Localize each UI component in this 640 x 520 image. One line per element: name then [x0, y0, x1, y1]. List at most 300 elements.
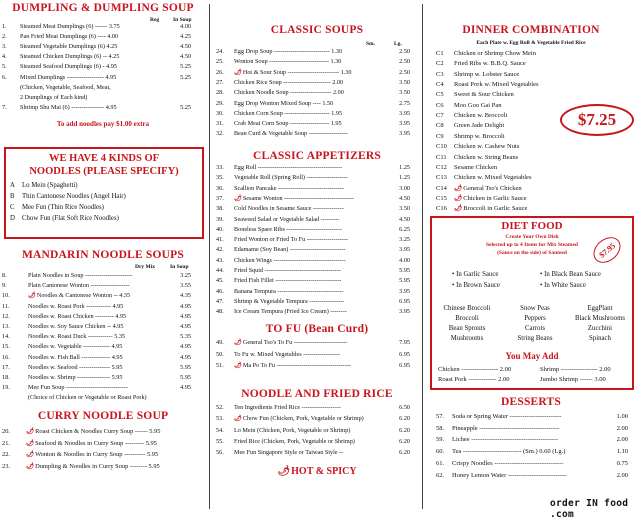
dinner-price: $7.25 [577, 110, 617, 129]
menu-row [426, 164, 636, 172]
item-text: Sweet & Sour Chicken [454, 91, 514, 99]
item-name [454, 195, 527, 203]
item-text: (Choice of Chicken or Vegetable or Roast Pork) [28, 394, 147, 402]
item-name [28, 394, 147, 402]
menu-row [0, 323, 206, 331]
diet-veg-item: Snow Peas [520, 305, 550, 312]
item-text: Green Jade Delight [454, 122, 505, 130]
item-text: Egg Drop Wonton Mixed Soup ---- 1.50 [234, 99, 334, 107]
item-price: 3.95 [399, 287, 410, 295]
item-price: 2.00 [616, 424, 628, 432]
menu-row [0, 84, 206, 92]
menu-row [426, 154, 636, 162]
classic-soups-title: CLASSIC SOUPS [270, 24, 364, 36]
item-text: Vegetable Roll (Spring Roll) -------------------- [234, 174, 348, 182]
chili-pepper-icon: 🌶︎ [26, 439, 35, 447]
menu-row [426, 460, 636, 468]
item-number: 13. [2, 323, 10, 330]
item-text: Egg Drop Soup --------------------------- 1.30 [234, 48, 343, 55]
item-text: 2 Dumplings of Each kind) [20, 93, 88, 101]
item-price: 5.95 [399, 267, 410, 274]
item-price: 4.50 [180, 43, 191, 51]
diet-veg-item: Zucchini [587, 325, 613, 332]
menu-row [426, 436, 636, 444]
item-price: 5.95 [399, 277, 410, 285]
item-text: Chicken Rice Soup ----------------------- 2.00 [234, 78, 344, 86]
item-price: 6.20 [399, 426, 410, 434]
item-name [454, 185, 522, 193]
item-number: 3. [2, 43, 7, 51]
desserts-title: DESSERTS [500, 396, 561, 408]
menu-row [0, 282, 206, 290]
item-number: 27. [216, 78, 224, 86]
item-name [454, 174, 531, 182]
item-number: 46. [216, 287, 224, 295]
item-number: C2 [436, 60, 444, 68]
item-name [20, 104, 117, 112]
item-price: 1.25 [399, 164, 410, 171]
item-number: 47. [216, 297, 224, 305]
item-price: 0.75 [616, 459, 628, 467]
menu-row [0, 63, 206, 71]
item-number: 17. [2, 363, 10, 371]
tofu-title: TO FU (Bean Curd) [265, 323, 369, 335]
menu-row [426, 60, 636, 68]
item-name [28, 282, 130, 290]
chili-pepper-icon: 🌶︎ [234, 194, 242, 202]
menu-row [214, 205, 420, 213]
item-price: 4.35 [180, 292, 191, 300]
item-name [234, 288, 343, 296]
dinner-price-badge [560, 104, 634, 136]
item-number: 51. [216, 362, 224, 369]
item-price: 3.25 [180, 272, 191, 279]
menu-row [426, 174, 636, 182]
menu-row [426, 91, 636, 99]
mandarin-title: MANDARIN NOODLE SOUPS [21, 249, 185, 261]
item-name [20, 84, 111, 92]
item-name [234, 236, 348, 244]
item-text: Noodles w. Soy Sauce Chicken -- 4.95 [28, 323, 124, 330]
item-text: Cold Noodles in Sesame Sauce --------------- [234, 205, 344, 213]
item-name [28, 303, 123, 311]
menu-row [0, 333, 206, 341]
item-name [28, 343, 122, 351]
item-price: 3.50 [399, 89, 410, 97]
item-number: 30. [216, 109, 224, 117]
menu-row [214, 257, 420, 265]
item-number: C15 [436, 194, 447, 202]
item-name [454, 205, 527, 213]
item-number: 15. [2, 343, 10, 351]
menu-row [426, 472, 636, 480]
menu-row [426, 71, 636, 79]
item-number: C10 [436, 143, 447, 151]
item-text: Steamed Seafood Dumplings (6) - 4.95 [20, 63, 117, 71]
item-price: 6.95 [399, 297, 410, 305]
item-number: 39. [216, 215, 224, 223]
item-number: 10. [2, 292, 10, 300]
item-price: 2.75 [399, 99, 410, 107]
menu-row [214, 298, 420, 306]
menu-row [0, 463, 206, 471]
item-text: Noodles w. Shrimp ---------------- 5.95 [28, 374, 123, 381]
menu-row [0, 74, 206, 82]
item-name [454, 154, 518, 162]
item-number: 23. [2, 462, 10, 470]
item-name [454, 112, 507, 120]
menu-row [0, 451, 206, 459]
menu-row [214, 164, 420, 172]
item-number: 57. [436, 413, 445, 420]
item-text: Fried Rice (Chicken, Pork, Vegetable or Shrimp) [234, 437, 355, 445]
item-number: 61. [436, 459, 445, 467]
item-name [26, 451, 158, 459]
menu-row [214, 246, 420, 254]
item-number: 38. [216, 205, 224, 213]
item-name [234, 69, 351, 77]
item-text: Chicken w. Mixed Vegetables [454, 174, 532, 182]
item-name [234, 267, 341, 275]
menu-row [214, 339, 420, 347]
item-name [28, 292, 130, 300]
item-text: General Tso's Chicken [463, 184, 522, 192]
item-name [234, 79, 343, 87]
menu-row [0, 23, 206, 31]
item-price: 3.95 [399, 120, 410, 128]
chili-pepper-icon: 🌶︎ [234, 68, 242, 76]
menu-row [214, 415, 420, 423]
item-price: 3.95 [399, 130, 410, 138]
item-text: Bean Curd & Vegetable Soup ------------------- [234, 130, 348, 138]
item-price: 6.95 [399, 350, 410, 358]
item-price: 4.50 [180, 53, 191, 61]
item-name [234, 277, 341, 285]
item-text: Chicken in Garlic Sauce [463, 194, 527, 202]
item-price: 5.25 [180, 63, 191, 71]
item-number: 62. [436, 471, 445, 479]
item-number: 6. [2, 73, 7, 81]
item-number: 41. [216, 236, 224, 244]
item-text: Ma Po To Fu ------------------------------------ [242, 362, 351, 369]
diet-sub3: (Sauce on the side) of Sauteed [497, 250, 567, 256]
diet-sub1: Create Your Own Dish [505, 234, 559, 240]
menu-row [214, 89, 420, 97]
chili-pepper-icon: 🌶︎ [26, 451, 35, 458]
item-text: Wonton & Noodles in Curry Soup ---------- 5.95 [35, 451, 159, 458]
item-name [234, 216, 339, 224]
item-price: 6.95 [399, 362, 410, 369]
item-text: Pan Fried Meat Dumplings (6) ---- 4.00 [20, 33, 119, 41]
item-number: 40. [216, 225, 224, 233]
item-name [20, 74, 116, 82]
item-text: Sesame Chicken [454, 163, 498, 171]
item-price: 4.95 [180, 312, 191, 320]
menu-row [214, 351, 420, 359]
diet-veg-item: Carrots [524, 325, 545, 332]
item-number: 49. [216, 339, 224, 346]
item-name [234, 205, 344, 213]
item-number: 37. [216, 194, 224, 202]
item-name [234, 58, 341, 66]
diet-title: DIET FOOD [501, 220, 563, 232]
dinner-subtitle: Each Plate w. Egg Roll & Vegetable Fried Rice [476, 40, 586, 46]
item-name [454, 71, 519, 79]
menu-row [0, 292, 206, 300]
item-text: Chicken Noodle Soup -------------------- 2.00 [234, 89, 344, 97]
noodle-kind-name: Chow Fun (Flat Soft Rice Noodles) [22, 215, 119, 222]
diet-veg-item: EggPlant [587, 305, 613, 312]
divider-2 [422, 4, 423, 509]
menu-row [0, 104, 206, 112]
dumpling-title: DUMPLING & DUMPLING SOUP [12, 2, 194, 14]
you-may-add-title: You May Add [505, 351, 559, 361]
item-number: C6 [436, 101, 444, 109]
item-number: C8 [436, 122, 444, 130]
item-text: Ice Cream Tempura (Fried Ice Cream) -------- [234, 308, 347, 316]
item-name [26, 463, 160, 471]
item-price: 4.95 [180, 384, 191, 392]
menu-row [214, 288, 420, 296]
item-text: Broccoli in Garlic Sauce [463, 205, 528, 213]
hot-spicy-label: HOT & SPICY [291, 466, 357, 477]
item-text: Mee Fun Soup ------------------------------ [28, 384, 128, 392]
item-name [234, 449, 343, 457]
item-name [234, 415, 364, 423]
item-price: 1.10 [616, 448, 628, 456]
item-name [234, 89, 344, 97]
item-text: Crab Meat Corn Soup ------------------- 1.95 [234, 120, 342, 128]
menu-row [214, 48, 420, 56]
item-text: Plain Cantonese Wonton ------------------- [28, 282, 130, 290]
item-number: 18. [2, 374, 10, 381]
item-name [234, 351, 340, 359]
item-number: 50. [216, 350, 224, 358]
menu-row [0, 394, 206, 402]
diet-add-item: Roast Pork ------------- 2.00 [438, 376, 510, 383]
item-name [234, 226, 342, 234]
item-name [234, 298, 344, 306]
item-name [452, 425, 559, 433]
item-number: 52. [216, 404, 224, 411]
menu-row [0, 313, 206, 321]
item-price: 3.50 [399, 205, 410, 213]
item-name [234, 130, 348, 138]
item-price: 4.00 [180, 23, 191, 30]
dumpling-hdr-reg: Reg [150, 17, 160, 23]
item-number: C7 [436, 112, 444, 120]
item-price: 4.95 [180, 343, 191, 351]
hot-spicy-legend [214, 466, 420, 477]
item-number: 55. [216, 437, 224, 445]
item-number: 11. [2, 302, 10, 310]
menu-row [214, 236, 420, 244]
diet-veg-item: Black Mushrooms [574, 315, 626, 322]
item-name [234, 438, 355, 446]
diet-sauce-option: • In Garlic Sauce [452, 271, 499, 278]
item-number: C11 [436, 153, 447, 161]
item-text: Moo Goo Gai Pan [454, 101, 502, 109]
menu-row [214, 58, 420, 66]
diet-price: $7.95 [597, 240, 617, 260]
item-text: Lo Mein (Chicken, Pork, Vegetable or Shrimp) [234, 426, 351, 434]
item-number: 42. [216, 246, 224, 254]
menu-row [214, 308, 420, 316]
menu-row [0, 343, 206, 351]
chili-pepper-icon: 🌶︎ [28, 292, 36, 300]
noodle-kinds-title-2: NOODLES (PLEASE SPECIFY) [29, 166, 179, 177]
soups-hdr-sm: Sm. [366, 41, 376, 47]
item-text: Chicken Corn Soup ---------------------- 1.95 [234, 109, 343, 117]
item-name [454, 102, 501, 110]
item-text: To Fu w. Mixed Vegetables ------------------ [234, 350, 341, 358]
item-name [234, 404, 341, 412]
item-text: Wonton Soup ----------------------------- 1.30 [234, 58, 342, 66]
item-number: 36. [216, 184, 224, 192]
item-name [28, 313, 126, 321]
item-text: Chicken w. String Beans [454, 153, 519, 161]
dumpling-hdr-soup: In Soup [173, 17, 192, 23]
item-text: Shrimp w. Broccoli [454, 132, 505, 140]
item-text: Honey Lemon Water --------------------------- [452, 471, 567, 479]
item-price: 3.95 [399, 246, 410, 254]
menu-row [426, 185, 636, 193]
noodle-kind-letter: A [10, 182, 15, 189]
diet-sauce-option: • In White Sauce [540, 282, 586, 289]
item-text: Roast Chicken & Noodles Curry Soup ------ 5.95 [35, 428, 161, 435]
menu-row [214, 185, 420, 193]
item-price: 7.95 [399, 339, 410, 346]
item-name [20, 94, 87, 102]
item-name [454, 60, 526, 68]
item-text: Banana Tempura -------------------------------- [234, 287, 344, 295]
item-name [28, 272, 132, 280]
menu-row [214, 362, 420, 370]
item-name [234, 246, 345, 254]
item-text: Mixed Dumplings ------------------ 4.95 [20, 73, 117, 81]
item-text: (Chicken, Vegetable, Seafood, Meat, [20, 83, 111, 91]
menu-row [214, 216, 420, 224]
column-left [0, 0, 206, 513]
item-number: 56. [216, 449, 224, 457]
menu-row [214, 404, 420, 412]
item-name [234, 195, 354, 203]
item-name [452, 460, 564, 468]
item-name [234, 174, 348, 182]
item-price: 6.25 [399, 225, 410, 233]
item-number: 19. [2, 384, 10, 392]
menu-row [214, 120, 420, 128]
item-text: Chicken Wings ----------------------------------- [234, 256, 346, 264]
item-text: Chow Fun (Chicken, Pork, Vegetable or Shrimp) [242, 415, 364, 423]
item-number: 35. [216, 174, 224, 182]
item-text: Steamed Chicken Dumplings (6) -- 4.25 [20, 53, 120, 61]
item-number: C12 [436, 163, 447, 171]
diet-veg-item: String Beans [517, 335, 553, 342]
item-name [234, 120, 342, 128]
noodle-kinds-box [4, 147, 204, 239]
item-number: 16. [2, 353, 10, 361]
item-text: Egg Roll ----------------------------------------- [234, 164, 343, 171]
item-price: 2.50 [399, 58, 410, 66]
item-text: Chicken w. Broccoli [454, 112, 508, 120]
diet-veg-item: Spinach [589, 335, 611, 342]
menu-row [214, 267, 420, 275]
item-number: C9 [436, 132, 444, 140]
item-text: Edamame (Soy Bean) --------------------------- [234, 246, 346, 254]
item-number: 53. [216, 415, 224, 423]
item-name [454, 133, 505, 141]
item-price: 4.25 [180, 33, 191, 41]
item-text: Pineapple ------------------------------------- [452, 424, 560, 432]
item-text: Roast Pork w. Mixed Vegetables [454, 81, 539, 89]
item-price: 5.25 [180, 103, 191, 111]
menu-row [0, 364, 206, 372]
column-middle [214, 0, 420, 513]
menu-row [214, 174, 420, 182]
menu-row [214, 79, 420, 87]
menu-row [0, 53, 206, 61]
item-text: Noodles w. Roast Duck ------------ 5.35 [28, 333, 126, 341]
item-text: Fried Squid ------------------------------------- [234, 267, 341, 274]
item-price: 3.95 [399, 308, 410, 316]
mandarin-hdr-dry: Dry Mix [135, 264, 156, 270]
item-text: Fried Ribs w. B.B.Q. Sauce [454, 60, 526, 68]
item-price: 2.00 [616, 436, 628, 444]
diet-sub2: Selected up to 4 Items for Mix Steamed [485, 242, 578, 248]
item-text: Boneless Spare Ribs --------------------------- [234, 225, 343, 233]
item-text: Seafood & Noodles in Curry Soup --------- 5.95 [35, 439, 157, 447]
item-name [454, 164, 497, 172]
noodle-kind-letter: D [10, 215, 15, 222]
divider-1 [209, 4, 210, 509]
item-price: 4.00 [399, 256, 410, 264]
item-text: Noodles w. Seafood --------------- 5.95 [28, 363, 123, 371]
item-number: 24. [216, 48, 224, 55]
item-text: Crispy Noodles -------------------------------- [452, 459, 564, 467]
chili-pepper-icon: 🌶︎ [454, 205, 463, 213]
chili-pepper-icon: 🌶︎ [234, 362, 242, 369]
noodle-kind-letter: C [10, 204, 15, 211]
diet-add-item: Chicken ----------------- 2.00 [438, 366, 512, 373]
diet-add-item: Shrimp ----------------- 2.00 [540, 366, 611, 373]
item-text: Noodles w. Vegetable ------------- 4.95 [28, 343, 123, 351]
chili-pepper-icon: 🌶︎ [26, 428, 35, 435]
item-price: 3.00 [399, 184, 410, 192]
item-name [452, 436, 558, 444]
item-number: 1. [2, 23, 7, 30]
item-number: 32. [216, 130, 224, 138]
menu-row [214, 427, 420, 435]
item-text: Fried Fish Fillet -------------------------------- [234, 277, 342, 285]
item-text: Lichee ---------------------------------------- [452, 436, 558, 444]
item-text: Seaweed Salad or Vegetable Salad --------- [234, 215, 340, 223]
item-number: 8. [2, 272, 7, 279]
menu-row [214, 130, 420, 138]
chili-pepper-icon: 🌶︎ [234, 415, 242, 423]
item-number: 4. [2, 53, 7, 61]
item-text: Steamed Meat Dumplings (6) ------ 3.75 [20, 23, 120, 30]
menu-row [214, 110, 420, 118]
chili-pepper-icon: 🌶︎ [454, 184, 463, 192]
item-text: General Tso's To Fu -------------------------- [242, 339, 348, 346]
item-text: Sesame Wonton ---------------------------------- [242, 194, 355, 202]
menu-row [0, 374, 206, 382]
chili-pepper-icon: 🌶︎ [454, 194, 463, 202]
item-name [28, 374, 122, 382]
item-text: Noodles w. Roast Pork ------------ 4.95 [28, 302, 124, 310]
item-name [20, 33, 118, 41]
